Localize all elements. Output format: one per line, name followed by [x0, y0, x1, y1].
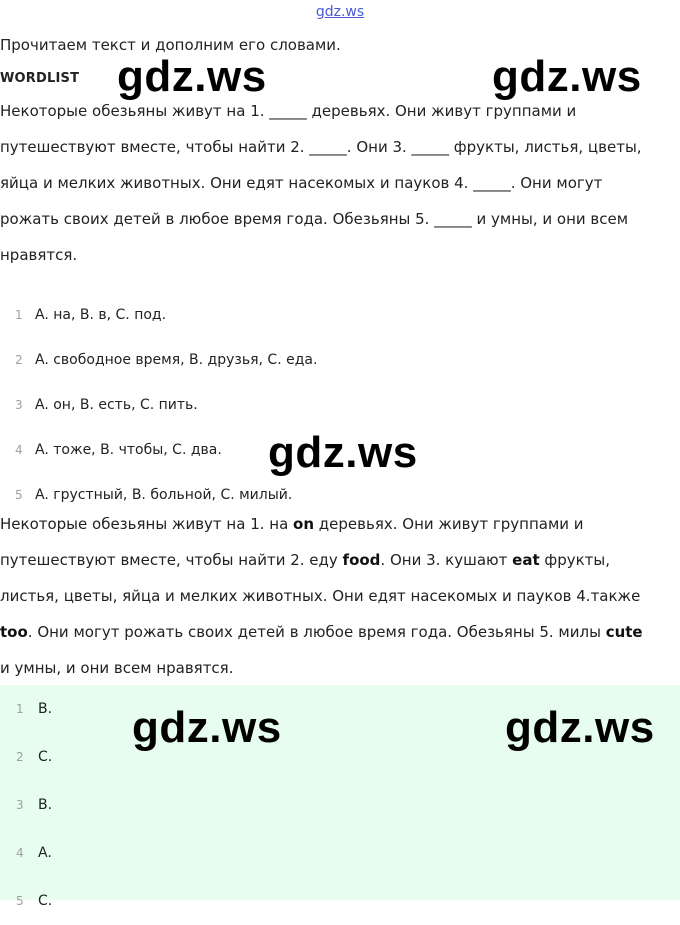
english-word-on: on	[293, 515, 315, 533]
answer-number: 5	[16, 894, 24, 908]
watermark: gdz.ws	[268, 428, 418, 477]
english-word-cute: cute	[605, 623, 643, 641]
answer-text-segment: . Они могут рожать своих детей в любое время года. Обезьяны 5. милы	[27, 623, 606, 641]
option-number: 1	[15, 307, 23, 322]
option-number: 3	[15, 397, 23, 412]
answer-number: 1	[16, 702, 24, 716]
wordlist-label: WORDLIST	[0, 71, 80, 86]
english-word-food: food	[342, 551, 381, 569]
option-item	[0, 382, 317, 427]
option-text: A. он, B. есть, C. пить.	[35, 396, 198, 413]
watermark: gdz.ws	[492, 52, 642, 101]
options-list	[0, 292, 317, 517]
answer-item	[0, 733, 52, 781]
answer-text-segment: . Они 3. кушают	[380, 551, 513, 569]
english-word-eat: eat	[512, 551, 540, 569]
option-text: A. грустный, B. больной, C. милый.	[35, 486, 293, 503]
answer-letter: B.	[38, 701, 53, 717]
option-number: 5	[15, 487, 23, 502]
answer-text-segment: деревьях. Они живут группами и путешествуют вместе, чтобы найти 2. еду	[0, 515, 584, 569]
answer-item	[0, 877, 52, 925]
option-item	[0, 292, 317, 337]
answer-text-segment: и умны, и они всем нравятся.	[0, 659, 234, 677]
answer-number: 2	[16, 750, 24, 764]
answer-letter: A.	[38, 845, 52, 861]
answer-item	[0, 781, 52, 829]
task-paragraph: Некоторые обезьяны живут на 1. _____ деревьях. Они живут группами и путешествуют вместе, чтобы найти 2. _____. Они 3. _____ фрукты, листья, цветы, яйца и мелких животных. Они едят насекомых и пауков 4. _____. Они могут рожать своих детей в любое время года. Обезьяны 5. _____ и умны, и они всем нравятся.	[0, 102, 642, 264]
answer-number: 3	[16, 798, 24, 812]
answer-item	[0, 829, 52, 877]
site-link[interactable]: gdz.ws	[315, 4, 365, 20]
answer-paragraph	[0, 506, 680, 686]
watermark: gdz.ws	[132, 703, 282, 752]
option-number: 2	[15, 352, 23, 367]
answer-item	[0, 685, 52, 733]
answer-text-segment: фрукты, листья, цветы, яйца и мелких животных. Они едят насекомых и пауков 4.также	[0, 551, 641, 605]
option-item	[0, 337, 317, 382]
watermark: gdz.ws	[117, 52, 267, 101]
option-text: A. тоже, B. чтобы, C. два.	[35, 441, 222, 458]
watermark: gdz.ws	[505, 703, 655, 752]
answer-letter: B.	[38, 797, 53, 813]
option-text: A. свободное время, B. друзья, C. еда.	[35, 351, 318, 368]
answer-letter: C.	[38, 749, 53, 765]
option-text: A. на, B. в, C. под.	[35, 306, 167, 323]
answer-number: 4	[16, 846, 24, 860]
option-number: 4	[15, 442, 23, 457]
intro-text: Прочитаем текст и дополним его словами.	[0, 36, 341, 54]
answer-letter: C.	[38, 893, 53, 909]
answers-list	[0, 685, 52, 925]
english-word-too: too	[0, 623, 28, 641]
answer-text-segment: Некоторые обезьяны живут на 1. на	[0, 515, 294, 533]
